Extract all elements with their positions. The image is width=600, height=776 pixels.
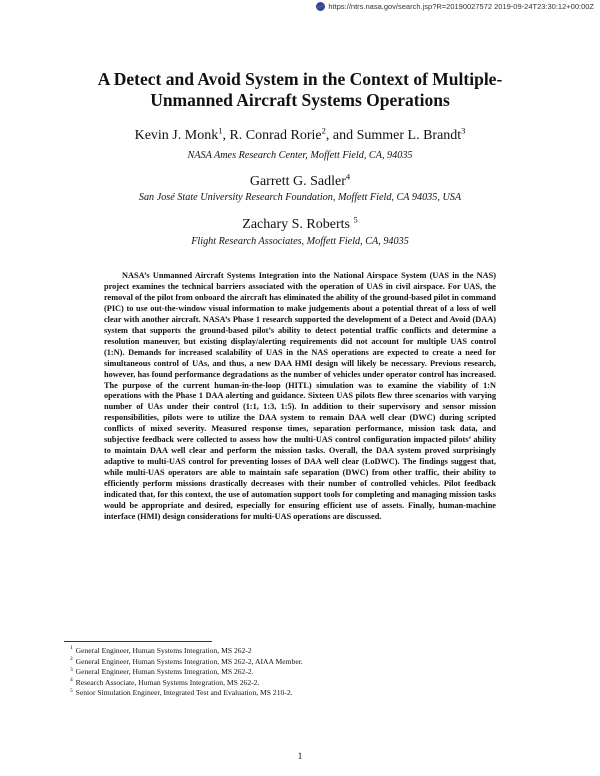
footnote-divider <box>64 641 212 642</box>
abstract: NASA’s Unmanned Aircraft Systems Integration into the National Airspace System (UAS in the NAS) project examines the technical barriers associated with the operation of UAS in civil airspace. For UAS, the removal of the pilot from onboard the aircraft has eliminated the ability of the ground-based pilot in command (PIC) to use out-the-window visual information to make judgements about a potential threat of a loss of well clear with another aircraft. NASA’s Phase 1 research supported the development of a Detect and Avoid (DAA) system that supports the ground-based pilot’s ability to detect potential traffic conflicts and determine a resolution maneuver, but existing display/alerting requirements did not account for multiple UAS control (1:N). Demands for increased scalability of UAS in the NAS operations are expected to create a need for simultaneous control of UAs, and thus, a new DAA HMI design will likely be necessary. Previous research, however, has found performance degradations as the number of vehicles under operator control has increased. The purpose of the current human-in-the-loop (HITL) simulation was to examine the viability of 1:N operations with the Phase 1 DAA alerting and guidance. Sixteen UAS pilots flew three scenarios with varying number of UAs under their control (1:1, 1:3, 1:5). In addition to their supervisory and sensor mission responsibilities, pilots were to utilize the DAA system to remain DAA well clear (DWC) during scripted conflicts of mixed severity. Measured response times, separation performance, mission task data, and subjective feedback were collected to assess how the multi-UAS control configuration impacted pilots’ ability to maintain DAA well clear and perform the mission tasks. Overall, the DAA system proved surprisingly adaptive to multi-UAS control for preventing losses of DAA well clear (LoDWC). The findings suggest that, while multi-UAS operators are able to maintain safe separation (DWC) from other traffic, their ability to efficiently perform missions drastically decreases with their number of controlled vehicles. Pilot feedback indicated that, for this context, the use of automation support tools for completing and managing mission tasks would be appropriate and desired, especially for ensuring efficient use of assets. Finally, human-machine interface (HMI) design considerations for multi-UAS operations are discussed. <box>104 271 496 521</box>
ntrs-source-stamp <box>316 2 594 11</box>
footnote-mark: 4 <box>70 677 73 684</box>
paper-title <box>40 69 560 111</box>
footnote-text: Senior Simulation Engineer, Integrated Test and Evaluation, MS 210-2. <box>75 688 293 698</box>
nasa-logo-icon <box>316 2 325 11</box>
author-name: , R. Conrad Rorie <box>222 128 322 143</box>
affiliation-1: NASA Ames Research Center, Moffett Field, CA, 94035 <box>187 150 413 161</box>
footnote-item <box>70 667 540 678</box>
footnote-item <box>70 657 540 668</box>
footnote-text: General Engineer, Human Systems Integration, MS 262-2. <box>75 667 254 677</box>
footnote-item <box>70 688 540 699</box>
footnote-text: General Engineer, Human Systems Integration, MS 262-2, AIAA Member. <box>75 656 303 666</box>
page-number: 1 <box>297 752 303 762</box>
author-line-2 <box>0 171 600 190</box>
source-stamp-text: https://ntrs.nasa.gov/search.jsp?R=20190027572 2019-09-24T23:30:12+00:00Z <box>328 2 594 11</box>
affiliation-2: San José State University Research Foundation, Moffett Field, CA 94035, USA <box>138 192 462 203</box>
author-footnote-mark: 2 <box>321 125 326 136</box>
title-line-1: A Detect and Avoid System in the Context of Multiple- <box>97 69 503 89</box>
author-name: Garrett G. Sadler <box>249 174 346 189</box>
author-footnote-mark: 5 <box>353 214 358 225</box>
author-name: Zachary S. Roberts <box>242 217 354 232</box>
author-line-3 <box>0 214 600 233</box>
footnote-mark: 3 <box>70 666 73 673</box>
footnote-mark: 5 <box>70 687 73 694</box>
author-footnote-mark: 3 <box>461 125 466 136</box>
footnote-item <box>70 646 540 657</box>
footnote-text: General Engineer, Human Systems Integration, MS 262-2 <box>75 646 252 655</box>
footnote-text: Research Associate, Human Systems Integration, MS 262-2. <box>75 677 260 687</box>
author-footnote-mark: 1 <box>218 125 223 136</box>
author-name: Kevin J. Monk <box>134 128 219 143</box>
footnote-item <box>70 678 540 689</box>
author-name: , and Summer L. Brandt <box>325 128 462 143</box>
author-footnote-mark: 4 <box>345 171 351 182</box>
author-line-1 <box>0 125 600 144</box>
footnotes <box>70 646 540 699</box>
footnote-mark: 1 <box>70 645 73 652</box>
title-line-2: Unmanned Aircraft Systems Operations <box>150 90 450 110</box>
affiliation-3: Flight Research Associates, Moffett Field, CA, 94035 <box>191 236 409 247</box>
footnote-mark: 2 <box>70 656 73 663</box>
